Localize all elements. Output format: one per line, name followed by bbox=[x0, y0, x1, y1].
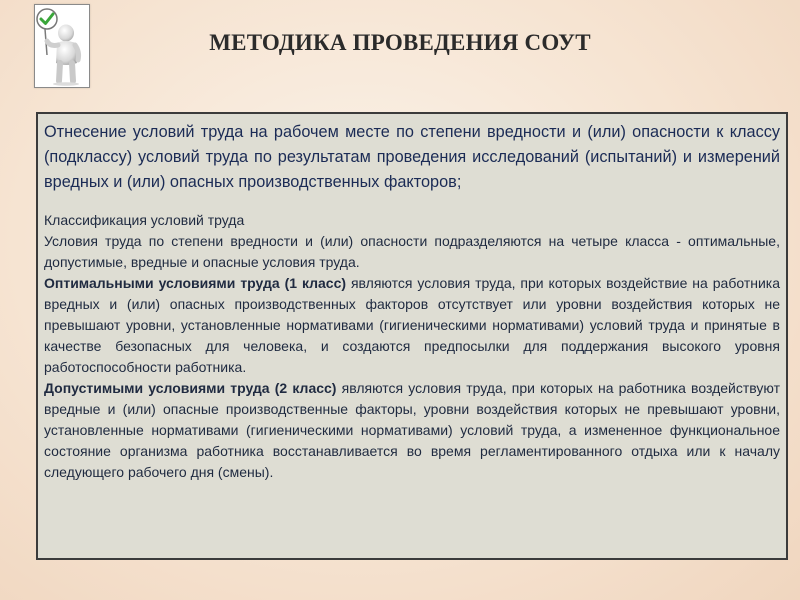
optimal-conditions-term: Оптимальными условиями труда (1 класс) bbox=[44, 275, 347, 291]
logo bbox=[34, 4, 90, 88]
person-with-checkmark-icon bbox=[35, 5, 89, 87]
permissible-conditions-text: являются условия труда, при которых на работника воздействуют вредные и (или) опасные производственные факторы, уровни воздействия которых не превышают уровни, установленные нормативами (гигиеническими нормативами) условий труда, а измененное функциональное состояние организма работника восстанавливается во время регламентированного отдыха или к началу следующего рабочего дня (смены). bbox=[44, 380, 780, 480]
permissible-conditions-term: Допустимыми условиями труда (2 класс) bbox=[44, 380, 337, 396]
classification-heading: Классификация условий труда bbox=[44, 212, 245, 228]
content-panel bbox=[36, 112, 788, 560]
spacer bbox=[44, 195, 780, 210]
permissible-conditions-paragraph bbox=[44, 378, 780, 483]
classification-intro: Условия труда по степени вредности и (или) опасности подразделяются на четыре класса - оптимальные, допустимые, вредные и опасные условия труда. bbox=[44, 233, 780, 270]
lead-paragraph: Отнесение условий труда на рабочем месте по степени вредности и (или) опасности к классу (подклассу) условий труда по результатам проведения исследований (испытаний) и измерений вредных и (или) опасных производственных факторов; bbox=[44, 123, 780, 191]
page-title: МЕТОДИКА ПРОВЕДЕНИЯ СОУТ bbox=[209, 30, 591, 55]
optimal-conditions-text: являются условия труда, при которых воздействие на работника вредных и (или) опасных производственных факторов отсутствует или уровни воздействия которых не превышают уровни, установленные нормативами (гигиеническими нормативами) условий труда и принятые в качестве безопасных для человека, и создаются предпосылки для поддержания высокого уровня работоспособности работника. bbox=[44, 275, 780, 375]
optimal-conditions-paragraph bbox=[44, 273, 780, 378]
